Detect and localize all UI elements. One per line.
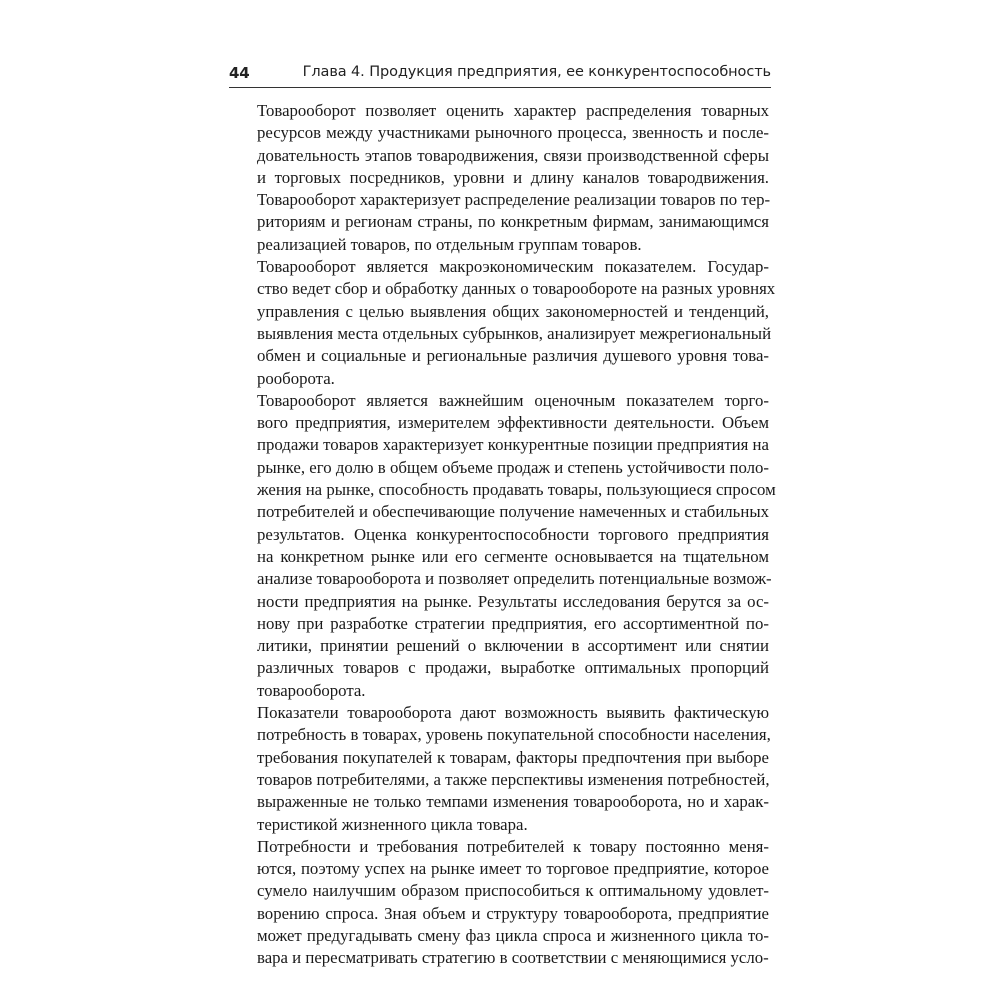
text-line: управления с целью выявления общих закономерностей и тенденций, bbox=[257, 301, 769, 321]
running-header bbox=[229, 64, 771, 84]
text-line: может предугадывать смену фаз цикла спроса и жизненного цикла то- bbox=[257, 925, 769, 945]
body-text bbox=[229, 100, 776, 970]
text-line: довательность этапов товародвижения, связи производственной сферы bbox=[257, 145, 769, 165]
text-line: жения на рынке, способность продавать товары, пользующиеся спросом bbox=[257, 480, 776, 500]
text-line: обмен и социальные и региональные различия душевого уровня това- bbox=[257, 346, 769, 366]
paragraph bbox=[229, 836, 769, 970]
text-line: потребителей и обеспечивающие получение намеченных и стабильных bbox=[257, 502, 769, 522]
text-line: ворению спроса. Зная объем и структуру товарооборота, предприятие bbox=[257, 903, 769, 923]
text-line: выявления места отдельных субрынков, анализирует межрегиональный bbox=[257, 323, 772, 343]
header-divider bbox=[229, 87, 771, 88]
text-line: Товарооборот является макроэкономическим показателем. Государ- bbox=[257, 257, 769, 277]
text-line: сумело наилучшим образом приспособиться к оптимальному удовлет- bbox=[257, 881, 769, 901]
text-line: риториям и регионам страны, по конкретным фирмам, занимающимся bbox=[257, 212, 769, 232]
text-line: Товарооборот позволяет оценить характер распределения товарных bbox=[257, 101, 769, 120]
text-line: литики, принятии решений о включении в ассортимент или снятии bbox=[257, 636, 769, 656]
text-line: реализацией товаров, по отдельным группам товаров. bbox=[257, 234, 642, 254]
text-line: рооборота. bbox=[257, 368, 335, 388]
paragraph bbox=[229, 702, 769, 836]
text-line: вара и пересматривать стратегию в соответствии с меняющимися усло- bbox=[257, 948, 769, 968]
page-number: 44 bbox=[229, 64, 250, 82]
paragraph bbox=[229, 390, 776, 702]
text-line: требования покупателей к товарам, факторы предпочтения при выборе bbox=[257, 747, 769, 767]
text-line: ресурсов между участниками рыночного процесса, звенность и после- bbox=[257, 123, 769, 143]
text-line: потребность в товарах, уровень покупательной способности населения, bbox=[257, 725, 771, 745]
text-line: нову при разработке стратегии предприятия, его ассортиментной по- bbox=[257, 613, 769, 633]
text-line: анализе товарооборота и позволяет определить потенциальные возмож- bbox=[257, 569, 772, 589]
text-line: Потребности и требования потребителей к товару постоянно меня- bbox=[257, 836, 769, 856]
text-line: рынке, его долю в общем объеме продаж и степень устойчивости поло- bbox=[257, 457, 769, 477]
chapter-title: Глава 4. Продукция предприятия, ее конкурентоспособность bbox=[302, 64, 771, 80]
text-line: теристикой жизненного цикла товара. bbox=[257, 814, 528, 834]
text-line: ство ведет сбор и обработку данных о товарообороте на разных уровнях bbox=[257, 279, 776, 299]
text-line: выраженные не только темпами изменения товарооборота, но и харак- bbox=[257, 792, 769, 812]
text-line: товаров потребителями, а также перспективы изменения потребностей, bbox=[257, 769, 770, 789]
text-line: различных товаров с продажи, выработке оптимальных пропорций bbox=[257, 658, 769, 678]
text-line: товарооборота. bbox=[257, 680, 366, 700]
text-line: Товарооборот характеризует распределение реализации товаров по тер- bbox=[257, 190, 771, 210]
text-line: на конкретном рынке или его сегменте основывается на тщательном bbox=[257, 546, 769, 566]
paragraph bbox=[229, 256, 776, 390]
text-line: Показатели товарооборота дают возможность выявить фактическую bbox=[257, 703, 769, 723]
text-line: продажи товаров характеризует конкурентные позиции предприятия на bbox=[257, 435, 769, 455]
text-line: результатов. Оценка конкурентоспособности торгового предприятия bbox=[257, 524, 769, 544]
text-line: и торговых посредников, уровни и длину каналов товародвижения. bbox=[257, 167, 769, 187]
text-line: ности предприятия на рынке. Результаты исследования берутся за ос- bbox=[257, 591, 769, 611]
text-line: ются, поэтому успех на рынке имеет то торговое предприятие, которое bbox=[257, 859, 769, 879]
text-line: Товарооборот является важнейшим оценочным показателем торго- bbox=[257, 390, 769, 410]
text-line: вого предприятия, измерителем эффективности деятельности. Объем bbox=[257, 413, 769, 433]
paragraph bbox=[229, 100, 769, 256]
